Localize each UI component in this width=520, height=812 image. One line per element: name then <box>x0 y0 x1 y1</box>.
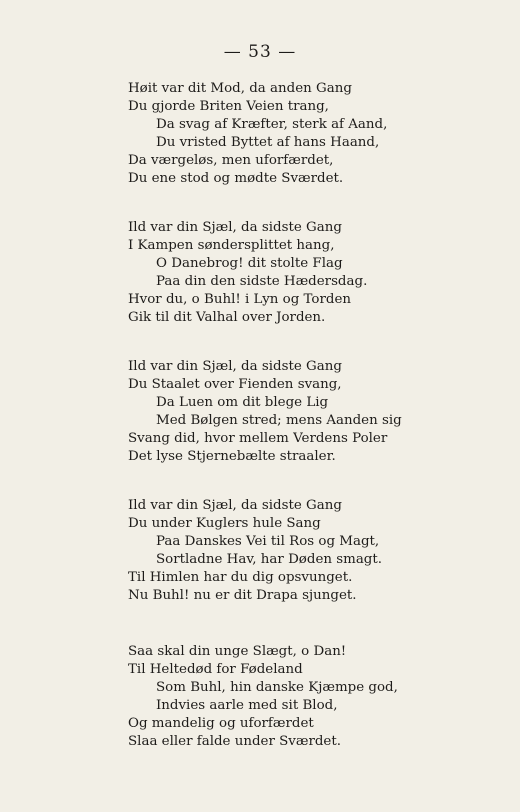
verse-line: Med Bølgen stred; mens Aanden sig <box>156 413 402 428</box>
verse-line: Da værgeløs, men uforfærdet, <box>128 153 334 168</box>
verse-line: Sortladne Hav, har Døden smagt. <box>156 552 383 567</box>
verse-line: Da svag af Kræfter, sterk af Aand, <box>156 117 388 132</box>
verse-line: Ild var din Sjæl, da sidste Gang <box>128 359 342 374</box>
verse-line: Og mandelig og uforfærdet <box>128 716 314 731</box>
verse-line: Nu Buhl! nu er dit Drapa sjunget. <box>128 588 357 603</box>
verse-line: Indvies aarle med sit Blod, <box>156 698 338 713</box>
verse-line: Saa skal din unge Slægt, o Dan! <box>128 644 347 659</box>
verse-line: Ild var din Sjæl, da sidste Gang <box>128 220 342 235</box>
verse-line: Ild var din Sjæl, da sidste Gang <box>128 498 342 513</box>
verse-line: Hvor du, o Buhl! i Lyn og Torden <box>128 292 352 307</box>
page-number: — 53 — <box>223 42 297 62</box>
verse-line: Til Himlen har du dig opsvunget. <box>128 570 353 585</box>
verse-line: Du under Kuglers hule Sang <box>128 516 321 531</box>
verse-line: O Danebrog! dit stolte Flag <box>156 256 343 271</box>
verse-line: Du ene stod og mødte Sværdet. <box>128 171 344 186</box>
verse-line: Paa din den sidste Hædersdag. <box>156 274 368 289</box>
verse-line: Du vristed Byttet af hans Haand, <box>156 135 380 150</box>
verse-line: Høit var dit Mod, da anden Gang <box>128 81 352 96</box>
verse-line: Svang did, hvor mellem Verdens Poler <box>128 431 388 446</box>
verse-line: Slaa eller falde under Sværdet. <box>128 734 341 749</box>
verse-line: I Kampen søndersplittet hang, <box>128 238 335 253</box>
verse-line: Det lyse Stjernebælte straaler. <box>128 449 336 464</box>
verse-line: Paa Danskes Vei til Ros og Magt, <box>156 534 380 549</box>
verse-line: Du Staalet over Fienden svang, <box>128 377 342 392</box>
verse-line: Du gjorde Briten Veien trang, <box>128 99 329 114</box>
verse-line: Som Buhl, hin danske Kjæmpe god, <box>156 680 398 695</box>
verse-line: Gik til dit Valhal over Jorden. <box>128 310 326 325</box>
verse-line: Til Heltedød for Fødeland <box>128 662 303 677</box>
verse-line: Da Luen om dit blege Lig <box>156 395 329 410</box>
